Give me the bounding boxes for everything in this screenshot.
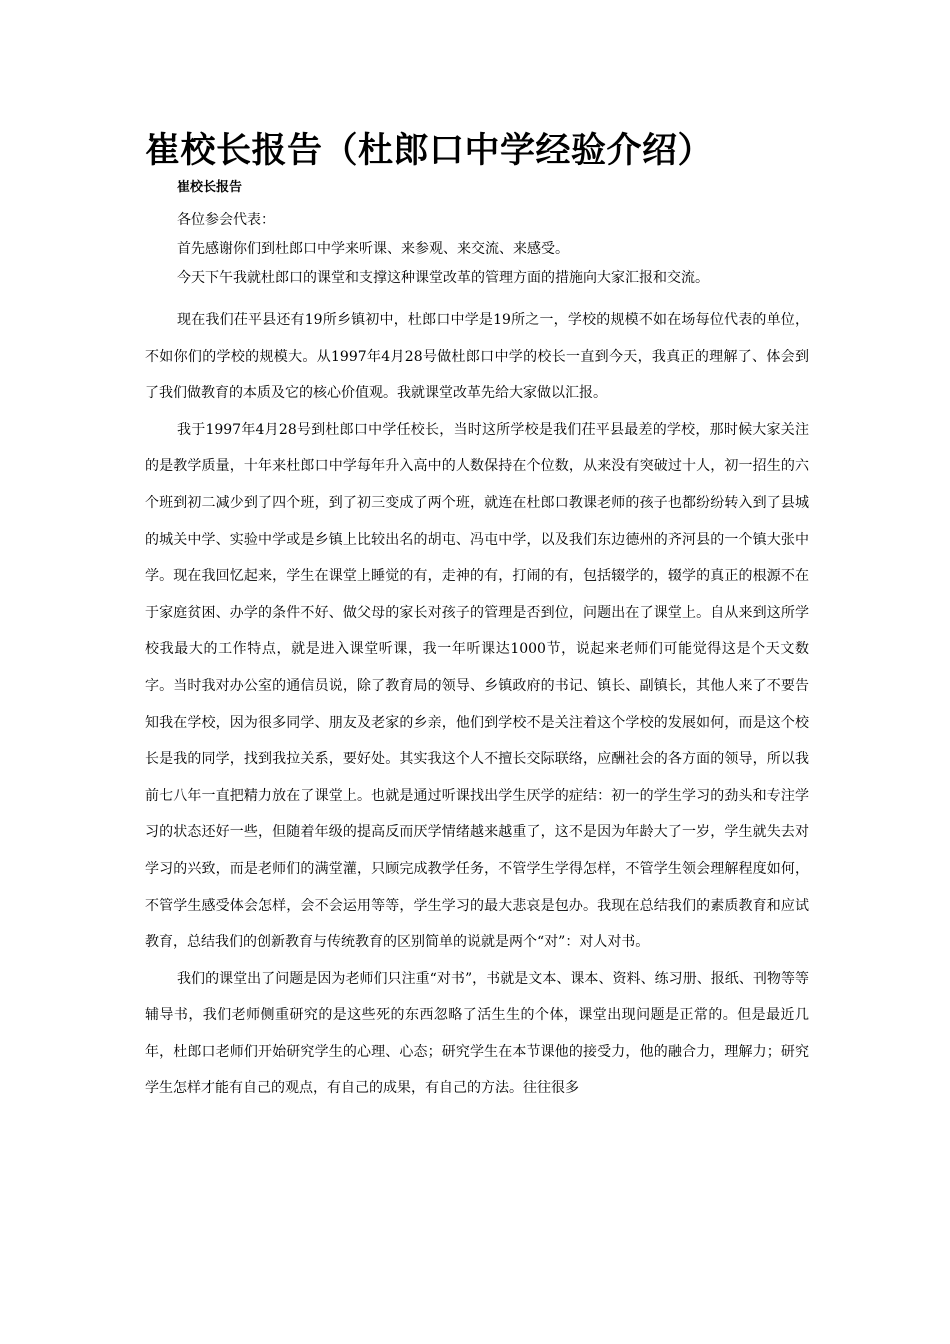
body-paragraph: 我于1997年4月28号到杜郎口中学任校长，当时这所学校是我们茌平县最差的学校，那时候大家关注的是教学质量，十年来杜郎口中学每年升入高中的人数保持在个位数，从来没有突破过十人，初一招生的六个班到初二减少到了四个班，到了初三变成了两个班，就连在杜郎口教课老师的孩子也都纷纷转入到了县城的城关中学、实验中学或是乡镇上比较出名的胡屯、冯屯中学，以及我们东边德州的齐河县的一个镇大张中学。现在我回忆起来，学生在课堂上睡觉的有，走神的有，打闹的有，包括辍学的，辍学的真正的根源不在于家庭贫困、办学的条件不好、做父母的家长对孩子的管理是否到位，问题出在了课堂上。自从来到这所学校我最大的工作特点，就是进入课堂听课，我一年听课达1000节，说起来老师们可能觉得这是个天文数字。当时我对办公室的通信员说，除了教育局的领导、乡镇政府的书记、镇长、副镇长，其他人来了不要告知我在学校，因为很多同学、朋友及老家的乡亲，他们到学校不是关注着这个学校的发展如何，而是这个校长是我的同学，找到我拉关系，要好处。其实我这个人不擅长交际联络，应酬社会的各方面的领导，所以我前七八年一直把精力放在了课堂上。也就是通过听课找出学生厌学的症结：初一的学生学习的劲头和专注学习的状态还好一些，但随着年级的提高反而厌学情绪越来越重了，这不是因为年龄大了一岁，学生就失去对学习的兴致，而是老师们的满堂灌，只顾完成教学任务，不管学生学得怎样，不管学生领会理解程度如何，不管学生感受体会怎样，会不会运用等等，学生学习的最大悲哀是包办。我现在总结我们的素质教育和应试教育，总结我们的创新教育与传统教育的区别简单的说就是两个“对”：对人对书。	[145, 421, 809, 951]
salutation: 各位参会代表：	[177, 212, 275, 228]
body-paragraph: 现在我们茌平县还有19所乡镇初中，杜郎口中学是19所之一，学校的规模不如在场每位代表的单位，不如你们的学校的规模大。从1997年4月28号做杜郎口中学的校长一直到今天，我真正的理解了、体会到了我们做教育的本质及它的核心价值观。我就课堂改革先给大家做以汇报。	[145, 312, 809, 402]
document-subtitle: 崔校长报告	[177, 180, 243, 195]
opening-line: 今天下午我就杜郎口的课堂和支撑这种课堂改革的管理方面的措施向大家汇报和交流。	[177, 270, 709, 286]
opening-line: 首先感谢你们到杜郎口中学来听课、来参观、来交流、来感受。	[177, 241, 569, 257]
body-paragraph: 我们的课堂出了问题是因为老师们只注重“对书”，书就是文本、课本、资料、练习册、报纸、刊物等等辅导书，我们老师侧重研究的是这些死的东西忽略了活生生的个体，课堂出现问题是正常的。但是最近几年，杜郎口老师们开始研究学生的心理、心态；研究学生在本节课他的接受力，他的融合力，理解力；研究学生怎样才能有自己的观点，有自己的成果，有自己的方法。往往很多	[145, 970, 809, 1097]
opening-section	[177, 206, 837, 293]
document-body	[145, 302, 809, 1107]
document-title: 崔校长报告（杜郎口中学经验介绍）	[145, 131, 714, 171]
